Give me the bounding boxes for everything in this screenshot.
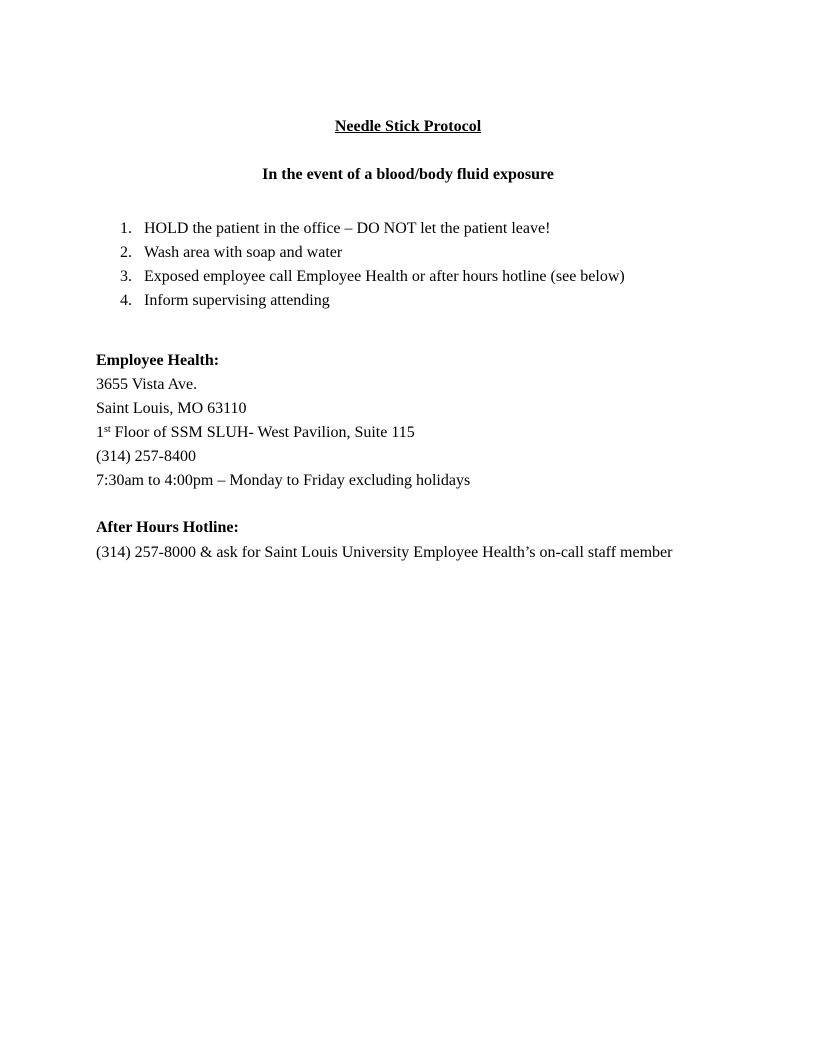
employee-health-phone: (314) 257-8400 — [96, 448, 196, 465]
step-number: 2. — [120, 244, 132, 261]
floor-ordinal-suffix: st — [104, 424, 111, 435]
document-title: Needle Stick Protocol — [334, 118, 482, 135]
employee-health-heading: Employee Health: — [96, 352, 220, 369]
address-city: Saint Louis, MO 63110 — [96, 400, 247, 417]
address-floor — [96, 422, 736, 446]
step-text: Wash area with soap and water — [144, 244, 343, 261]
floor-description: Floor of SSM SLUH- West Pavilion, Suite 115 — [110, 424, 415, 441]
after-hours-section — [96, 517, 736, 564]
employee-health-hours: 7:30am to 4:00pm – Monday to Friday excluding holidays — [96, 472, 471, 489]
step-number: 3. — [120, 268, 132, 285]
list-item — [96, 290, 776, 314]
step-text: Exposed employee call Employee Health or after hours hotline (see below) — [144, 268, 625, 285]
step-number: 1. — [120, 220, 132, 237]
step-number: 4. — [120, 292, 132, 309]
step-text: HOLD the patient in the office – DO NOT let the patient leave! — [144, 220, 551, 237]
employee-health-section — [96, 350, 736, 494]
floor-number: 1 — [96, 424, 104, 441]
document-subtitle: In the event of a blood/body fluid exposure — [262, 166, 554, 183]
step-text: Inform supervising attending — [144, 292, 330, 309]
protocol-steps-list — [96, 218, 776, 314]
after-hours-heading: After Hours Hotline: — [96, 519, 239, 536]
list-item — [96, 242, 776, 266]
after-hours-instructions: (314) 257-8000 & ask for Saint Louis University Employee Health’s on-call staff member — [96, 544, 673, 561]
list-item — [96, 266, 776, 290]
list-item — [96, 218, 776, 242]
address-street: 3655 Vista Ave. — [96, 376, 198, 393]
